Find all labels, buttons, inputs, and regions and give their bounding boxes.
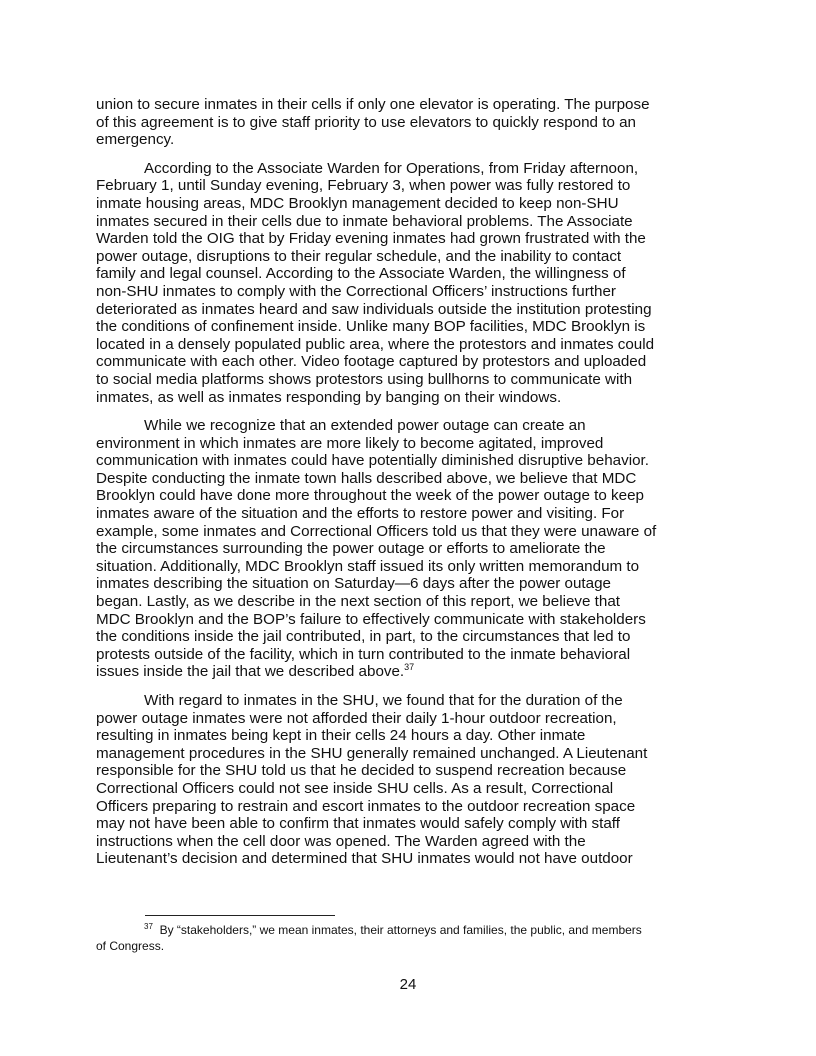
report-body — [96, 96, 720, 879]
paragraph-communication-text: While we recognize that an extended power outage can create an environment in which inmates are more likely to become agitated, improved communication with inmates could have potentially diminished disruptive behavior. Despite conducting the inmate town halls described above, we believe that MDC Brooklyn could have done more throughout the week of the power outage to keep inmates aware of the situation and the efforts to restore power and visiting. For example, some inmates and Correctional Officers told us that they were unaware of the circumstances surrounding the power outage or efforts to ameliorate the situation. Additionally, MDC Brooklyn staff issued its only written memorandum to inmates describing the situation on Saturday—6 days after the power outage began. Lastly, as we describe in the next section of this report, we believe that MDC Brooklyn and the BOP’s failure to effectively communicate with stakeholders the conditions inside the jail contributed, in part, to the circumstances that led to protests outside of the facility, which in turn contributed to the inmate behavioral issues inside the jail that we described above. — [96, 417, 657, 681]
paragraph-communication — [96, 417, 720, 681]
footnote — [96, 922, 720, 954]
paragraph-shu-inmates: With regard to inmates in the SHU, we found that for the duration of the power outage inmates were not afforded their daily 1-hour outdoor recreation, resulting in inmates being kept in their cells 24 hours a day. Other inmate management procedures in the SHU generally remained unchanged. A Lieutenant responsible for the SHU told us that he decided to suspend recreation because Correctional Officers could not see inside SHU cells. As a result, Correctional Officers preparing to restrain and escort inmates to the outdoor recreation space may not have been able to confirm that inmates would safely comply with staff instructions when the cell door was opened. The Warden agreed with the Lieutenant’s decision and determined that SHU inmates would not have outdoor — [96, 692, 648, 868]
footnote-reference[interactable]: 37 — [404, 662, 415, 673]
paragraph-associate-warden: According to the Associate Warden for Operations, from Friday afternoon, February 1, until Sunday evening, February 3, when power was fully restored to inmate housing areas, MDC Brooklyn management decided to keep non-SHU inmates secured in their cells due to inmate behavioral problems. The Associate Warden told the OIG that by Friday evening inmates had grown frustrated with the power outage, disruptions to their regular schedule, and the inability to contact family and legal counsel. According to the Associate Warden, the willingness of non-SHU inmates to comply with the Correctional Officers’ instructions further deteriorated as inmates heard and saw individuals outside the institution protesting the conditions of confinement inside. Unlike many BOP facilities, MDC Brooklyn is located in a densely populated public area, where the protestors and inmates could communicate with each other. Video footage captured by protestors and uploaded to social media platforms shows protestors using bullhorns to communicate with inmates, as well as inmates responding by banging on their windows. — [96, 159, 655, 406]
footnote-continuation: of Congress. — [96, 939, 165, 953]
paragraph-elevator-agreement: union to secure inmates in their cells if only one elevator is operating. The purpose of this agreement is to give staff priority to use elevators to quickly respond to an emergency. — [96, 96, 650, 149]
footnote-number: 37 — [144, 922, 153, 931]
footnote-divider — [145, 915, 335, 916]
footnote-first-line — [96, 922, 720, 938]
page-number: 24 — [399, 976, 417, 993]
footnote-text: By “stakeholders,” we mean inmates, their attorneys and families, the public, and members — [159, 923, 642, 937]
